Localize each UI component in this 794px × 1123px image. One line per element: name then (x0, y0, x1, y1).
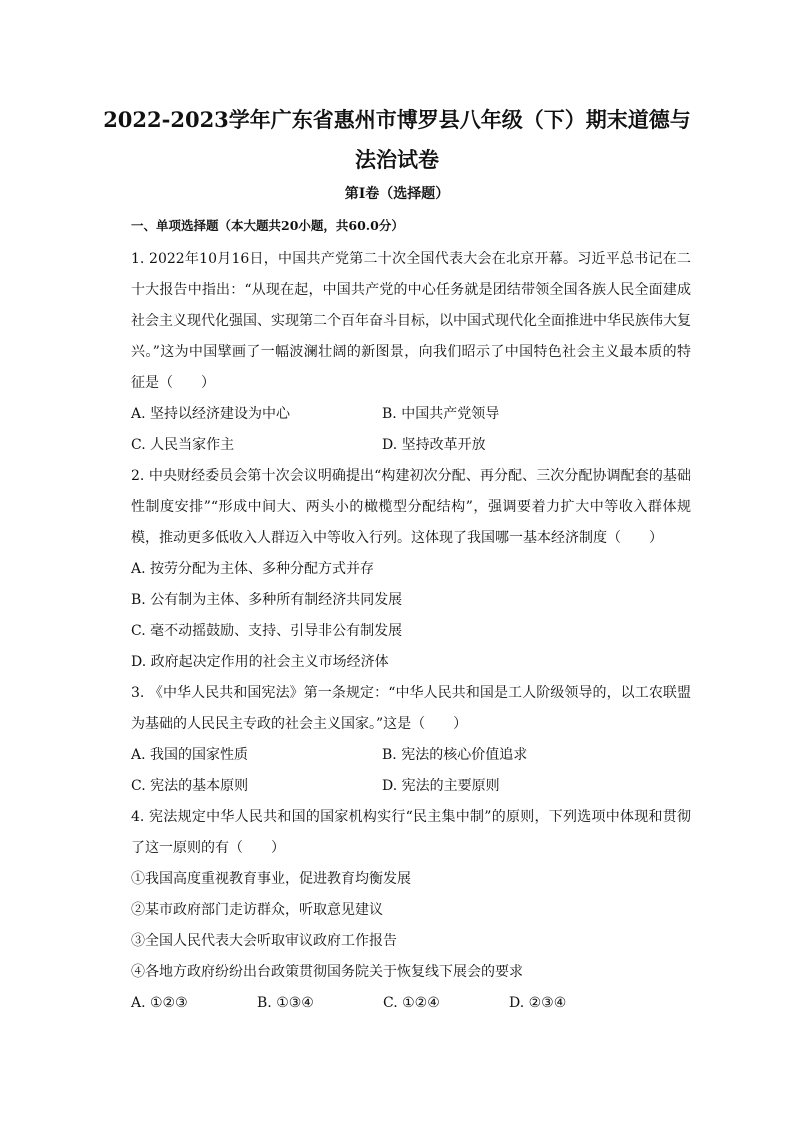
option-list (131, 988, 691, 1019)
option-a: A. 我国的国家性质 (131, 747, 249, 763)
question-3 (131, 678, 691, 802)
statement-item: ①我国高度重视教育事业，促进教育均衡发展 (131, 871, 411, 887)
option-a: A. 按劳分配为主体、多种分配方式并存 (131, 561, 375, 577)
option-a: A. ①②③ (131, 995, 188, 1011)
option-d: D. 坚持改革开放 (382, 437, 486, 453)
option-a: A. 坚持以经济建设为中心 (131, 406, 291, 422)
option-b: B. 中国共产党领导 (382, 406, 500, 422)
statement-item: ②某市政府部门走访群众，听取意见建议 (131, 902, 383, 918)
option-c: C. 毫不动摇鼓励、支持、引导非公有制发展 (131, 623, 403, 639)
question-1 (131, 244, 691, 461)
part-title: 第Ⅰ卷（选择题） (344, 186, 450, 202)
question-stem: 4. 宪法规定中华人民共和国的国家机构实行“民主集中制”的原则，下列选项中体现和贯彻了这一原则的有（ ） (131, 809, 691, 856)
question-2 (131, 461, 691, 678)
option-b: B. ①③④ (257, 995, 314, 1011)
option-c: C. ①②④ (383, 995, 440, 1011)
option-b: B. 公有制为主体、多种所有制经济共同发展 (131, 592, 403, 608)
question-stem: 3. 《中华人民共和国宪法》第一条规定：“中华人民共和国是工人阶级领导的，以工农联盟为基础的人民民主专政的社会主义国家。”这是（ ） (131, 685, 691, 732)
question-stem: 2. 中央财经委员会第十次会议明确提出“构建初次分配、再分配、三次分配协调配套的基础性制度安排”“形成中间大、两头小的橄榄型分配结构”，强调要着力扩大中等收入群体规模，推动更多低收入人群迈入中等收入行列。这体现了我国哪一基本经济制度（ ） (131, 468, 691, 546)
option-list (131, 740, 691, 802)
option-c: C. 人民当家作主 (131, 437, 235, 453)
option-list (131, 399, 691, 461)
option-d: D. 政府起决定作用的社会主义市场经济体 (131, 654, 389, 670)
option-d: D. 宪法的主要原则 (382, 778, 500, 794)
option-d: D. ②③④ (509, 995, 567, 1011)
option-b: B. 宪法的核心价值追求 (382, 747, 528, 763)
statement-list (131, 864, 691, 988)
option-c: C. 宪法的基本原则 (131, 778, 249, 794)
question-4 (131, 802, 691, 1019)
question-list (131, 244, 691, 1019)
statement-item: ③全国人民代表大会听取审议政府工作报告 (131, 933, 397, 949)
question-stem: 1. 2022年10月16日，中国共产党第二十次全国代表大会在北京开幕。习近平总书记在二十大报告中指出：“从现在起，中国共产党的中心任务就是团结带领全国各族人民全面建成社会主义现代化强国、实现第二个百年奋斗目标，以中国式现代化全面推进中华民族伟大复兴。”这为中国擘画了一幅波澜壮阔的新图景，向我们昭示了中国特色社会主义最本质的特征是（ ） (131, 251, 691, 391)
paper-title: 2022-2023学年广东省惠州市博罗县八年级（下）期末道德与法治试卷 (103, 107, 691, 172)
statement-item: ④各地方政府纷纷出台政策贯彻国务院关于恢复线下展会的要求 (131, 964, 523, 980)
section-heading: 一、单项选择题（本大题共20小题，共60.0分） (131, 218, 404, 233)
option-list (131, 554, 691, 678)
